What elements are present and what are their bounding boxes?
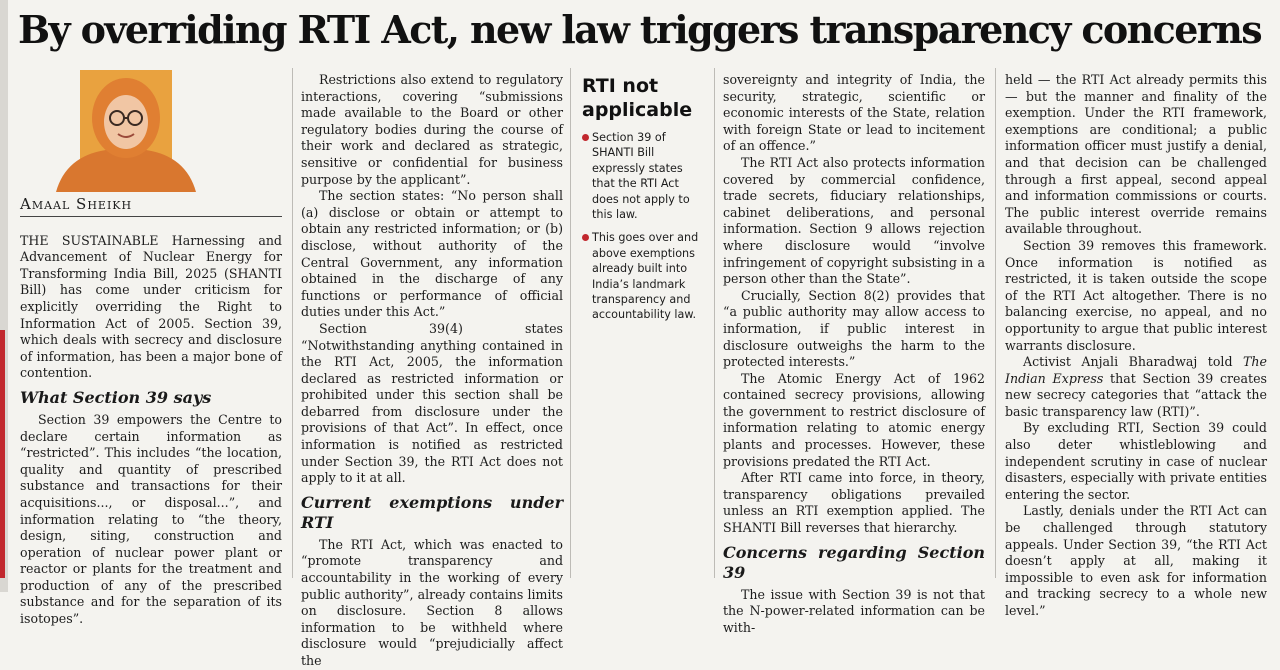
column-4	[723, 72, 985, 636]
text-span: that Section 39 creates new secrecy categories that “attack the basic transparency law (RTI)”.	[1005, 370, 1267, 419]
paragraph: The RTI Act also protects information covered by commercial confidence, trade secrets, fiduciary relationships, cabinet deliberations, and personal information. Section 9 allows rejection where disclosure would “involve infringement of copyright subsisting in a person other than the State”.	[723, 154, 985, 287]
paragraph: Crucially, Section 8(2) provides that “a public authority may allow access to information, if public interest in disclosure outweighs the harm to the protected interests.”	[723, 287, 985, 370]
text-span: Activist Anjali Bharadwaj told	[1023, 354, 1244, 370]
paragraph: The Atomic Energy Act of 1962 contained secrecy provisions, allowing the government to restrict disclosure of information relating to atomic energy plants and processes. However, these provisions predated the RTI Act.	[723, 370, 985, 469]
paragraph: Restrictions also extend to regulatory interactions, covering “submissions made available to the Board or other regulatory bodies during the course of their work and declared as strategic, sensitive or confidential for business purpose by the applicant”.	[301, 72, 563, 187]
sidebar-bullet	[582, 130, 706, 222]
bullet-text: This goes over and above exemptions already built into India’s landmark transparency and accountability law.	[592, 231, 699, 322]
author-portrait	[46, 70, 206, 192]
sidebar-bullet	[582, 230, 706, 322]
section-heading: Current exemptions under RTI	[301, 492, 563, 532]
column-rule	[570, 68, 571, 578]
sidebar-box	[578, 72, 706, 331]
paragraph: By excluding RTI, Section 39 could also deter whistleblowing and independent scrutiny in case of nuclear disasters, especially with private entities entering the sector.	[1005, 420, 1267, 502]
column-5	[1005, 72, 1267, 620]
column-rule	[714, 68, 715, 578]
red-edge-mark	[0, 330, 5, 578]
paragraph: sovereignty and integrity of India, the security, strategic, scientific or economic interests of the State, relation with foreign State or lead to incitement of an offence.”	[723, 72, 985, 154]
bullet-text: Section 39 of SHANTI Bill expressly states that the RTI Act does not apply to this law.	[592, 131, 690, 222]
paragraph: Section 39 empowers the Centre to declare certain information as “restricted”. This includes “the location, quality and quantity of prescribed substance and transactions for their acquisitions..., or disposal...”, and information relating to “the theory, design, siting, construction and operation of nuclear power plant or reactor or plants for the treatment and production of any of the prescribed substance and for the separation of its isotopes”.	[20, 411, 282, 627]
paragraph: THE SUSTAINABLE Harnessing and Advancement of Nuclear Energy for Transforming India Bill, 2025 (SHANTI Bill) has come under criticism for explicitly overriding the Right to Information Act of 2005. Section 39, which deals with secrecy and disclosure of information, has been a major bone of contention.	[20, 232, 282, 381]
paragraph: After RTI came into force, in theory, transparency obligations prevailed unless an RTI exemption applied. The SHANTI Bill reverses that hierarchy.	[723, 470, 985, 536]
headline: By overriding RTI Act, new law triggers transparency concerns	[18, 7, 1262, 52]
paragraph: held — the RTI Act already permits this — but the manner and finality of the exemption. Under the RTI framework, exemptions are conditional; a public information officer must justify a denial, and that decision can be challenged through a first appeal, second appeal and information commissions or courts. The public interest override remains available throughout.	[1005, 72, 1267, 237]
paragraph	[1005, 354, 1267, 420]
column-rule	[995, 68, 996, 578]
paragraph: Section 39 removes this framework. Once information is notified as restricted, it is taken outside the scope of the RTI Act altogether. There is no balancing exercise, no appeal, and no opportunity to argue that public interest warrants disclosure.	[1005, 237, 1267, 353]
red-bullet-icon	[582, 234, 589, 241]
author-byline: Amaal Sheikh	[20, 196, 282, 217]
section-heading: Concerns regarding Section 39	[723, 542, 985, 582]
column-rule	[292, 68, 293, 578]
paragraph: Section 39(4) states “Notwithstanding anything contained in the RTI Act, 2005, the information declared as restricted information or prohibited under this section shall be debarred from disclosure under the provisions of that Act”. In effect, once information is notified as restricted under Section 39, the RTI Act does not apply to it at all.	[301, 320, 563, 486]
paragraph: Lastly, denials under the RTI Act can be challenged through statutory appeals. Under Section 39, “the RTI Act doesn’t apply at all, making it impossible to even ask for information and tracking secrecy to a whole new level.”	[1005, 503, 1267, 618]
paragraph: The section states: “No person shall (a) disclose or obtain or attempt to obtain any restricted information; or (b) disclose, without authority of the Central Government, any information obtained in the discharge of any functions or performance of official duties under this Act.”	[301, 188, 563, 320]
paragraph: The RTI Act, which was enacted to “promote transparency and accountability in the working of every public authority”, already contains limits on disclosure. Section 8 allows information to be withheld where disclosure would “prejudicially affect the	[301, 536, 563, 668]
paragraph: The issue with Section 39 is not that the N-power-related information can be with-	[723, 586, 985, 635]
column-1	[20, 70, 282, 628]
red-bullet-icon	[582, 134, 589, 141]
sidebar-title: RTI not applicable	[582, 75, 693, 121]
publication-name: The Indian Express	[1005, 354, 1267, 386]
column-2	[301, 72, 563, 670]
section-heading: What Section 39 says	[20, 387, 212, 407]
